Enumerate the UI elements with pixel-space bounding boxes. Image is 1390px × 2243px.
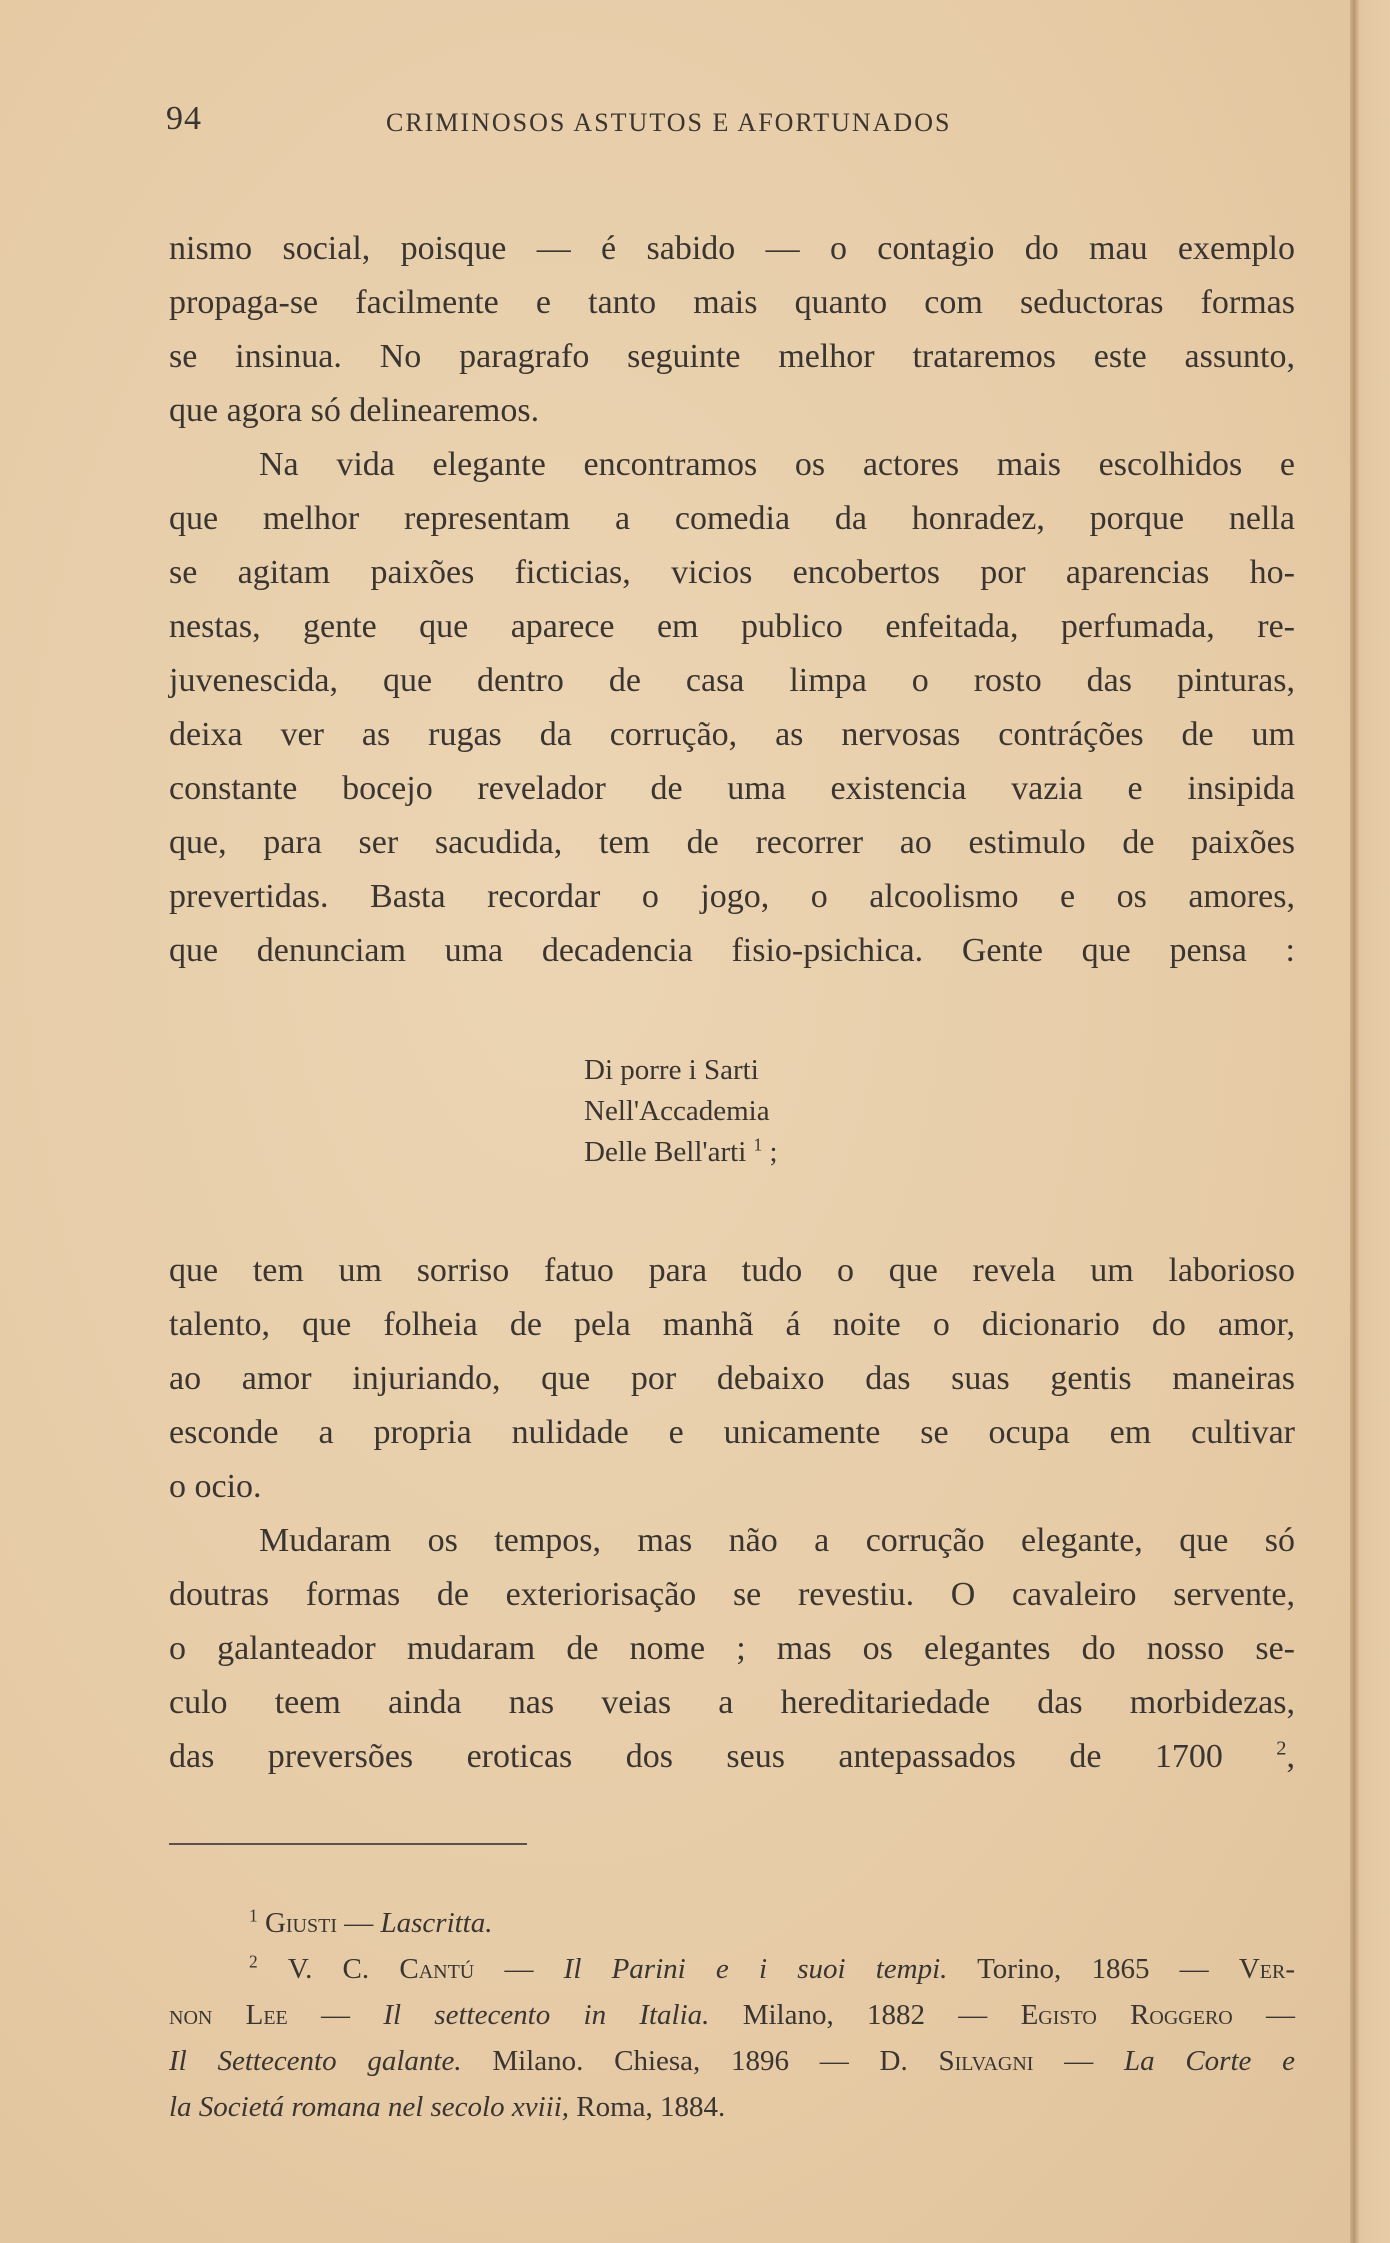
footnote-2-line: non Lee — Il settecento in Italia. Milano, 1882 — Egisto Roggero — [169,1999,1296,2031]
text-line: que denunciam uma decadencia fisio-psichica. Gente que pensa : [169,932,1295,969]
page-number: 94 [166,100,202,137]
text-line: que tem um sorriso fatuo para tudo o que revela um laborioso [169,1252,1295,1289]
footnote-marker: 1 [249,1905,258,1926]
text-line: que agora só delinearemos. [169,392,540,429]
footnote-marker: 2 [249,1951,258,1972]
text-line: o galanteador mudaram de nome ; mas os elegantes do nosso se- [169,1630,1295,1667]
verse-line: Di porre i Sarti [584,1054,759,1086]
text-line: talento, que folheia de pela manhã á noite o dicionario do amor, [169,1306,1295,1343]
footnote-ref-2[interactable]: 2 [1276,1737,1287,1760]
verse-quote [584,1050,778,1173]
text-line: culo teem ainda nas veias a hereditariedade das morbidezas, [169,1684,1295,1721]
text-line: propaga-se facilmente e tanto mais quanto com seductoras formas [169,284,1295,321]
paragraph-2 [169,438,1295,978]
page-header [166,100,1296,150]
text-line: deixa ver as rugas da corrução, as nervosas contráções de um [169,716,1295,753]
text-line: que melhor representam a comedia da honradez, porque nella [169,500,1295,537]
footnote-2-line: Il Settecento galante. Milano. Chiesa, 1896 — D. Silvagni — La Corte e [169,2045,1295,2077]
text-line: nismo social, poisque — é sabido — o contagio do mau exemplo [169,230,1295,267]
running-head: CRIMINOSOS ASTUTOS E AFORTUNADOS [386,108,952,137]
verse-line: Delle Bell'arti $^1$ ; [584,1134,778,1168]
text-line: nestas, gente que aparece em publico enfeitada, perfumada, re- [169,608,1295,645]
text-line: das preversões eroticas dos seus antepassados de 1700 $^2$, [169,1737,1295,1775]
footnote-2: $^2$ V. C. Cantú — Il Parini e i suoi tempi. Torino, 1865 — Ver- [249,1951,1296,1985]
text-line: Na vida elegante encontramos os actores mais escolhidos e [259,446,1295,483]
text-line: juvenescida, que dentro de casa limpa o rosto das pinturas, [169,662,1295,699]
text-line: prevertidas. Basta recordar o jogo, o alcoolismo e os amores, [169,878,1295,915]
paragraph-3 [169,1244,1295,1514]
text-line: Mudaram os tempos, mas não a corrução elegante, que só [259,1522,1295,1559]
text-line: doutras formas de exteriorisação se revestiu. O cavaleiro servente, [169,1576,1295,1613]
text-line: esconde a propria nulidade e unicamente se ocupa em cultivar [169,1414,1295,1451]
text-line: ao amor injuriando, que por debaixo das suas gentis maneiras [169,1360,1295,1397]
footnote-ref-1[interactable]: 1 [753,1134,763,1155]
text-line: que, para ser sacudida, tem de recorrer ao estimulo de paixões [169,824,1295,861]
book-gutter [1350,0,1390,2243]
text-line: constante bocejo revelador de uma existencia vazia e insipida [169,770,1295,807]
footnotes [169,1900,1295,2130]
paragraph-4 [169,1514,1295,1784]
text-line: o ocio. [169,1468,262,1505]
text-line: se agitam paixões ficticias, vicios encobertos por aparencias ho- [169,554,1295,591]
text-line: se insinua. No paragrafo seguinte melhor trataremos este assunto, [169,338,1295,375]
verse-line: Nell'Accademia [584,1095,770,1127]
footnote-divider [169,1843,527,1845]
footnote-1: $^1$ Giusti — Lascritta. [249,1905,493,1939]
paragraph-1 [169,222,1295,438]
footnote-2-line: la Societá romana nel secolo xviii, Roma, 1884. [169,2091,726,2123]
